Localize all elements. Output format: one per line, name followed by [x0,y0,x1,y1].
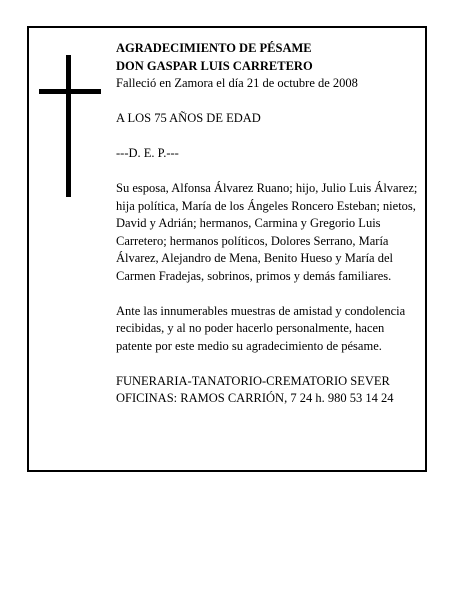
family-paragraph: Su esposa, Alfonsa Álvarez Ruano; hijo, Julio Luis Álvarez; hija política, María de los Ángeles Roncero Esteban; nietos, David y Adrián; hermanos, Carmina y Gregorio Luis Carretero; hermanos políticos, Dolores Serrano, María Álvarez, Alejandro de Mena, Benito Hueso y María del Carmen Fradejas, sobrinos, primos y demás familiares. [116,181,418,283]
rip-line: ---D. E. P.--- [116,146,179,160]
spacer [116,355,421,373]
cross-horizontal-bar [39,89,101,94]
spacer [116,163,421,181]
deceased-name: DON GASPAR LUIS CARRETERO [116,58,313,73]
obituary-notice [27,26,427,472]
offices-line: OFICINAS: RAMOS CARRIÓN, 7 24 h. 980 53 14 24 [116,391,394,405]
cross-vertical-bar [66,55,71,197]
age-line: A LOS 75 AÑOS DE EDAD [116,111,261,125]
spacer [116,128,421,146]
thanks-paragraph: Ante las innumerables muestras de amistad y condolencia recibidas, y al no poder hacerlo personalmente, hacen patente por este medio su agradecimiento de pésame. [116,303,406,353]
spacer [116,285,421,303]
funeral-home-line: FUNERARIA-TANATORIO-CREMATORIO SEVER [116,373,390,388]
cross-icon [39,55,101,197]
spacer [116,93,421,111]
notice-heading: AGRADECIMIENTO DE PÉSAME [116,41,312,55]
notice-content [116,40,421,408]
death-date-line: Falleció en Zamora el día 21 de octubre de 2008 [116,76,358,90]
